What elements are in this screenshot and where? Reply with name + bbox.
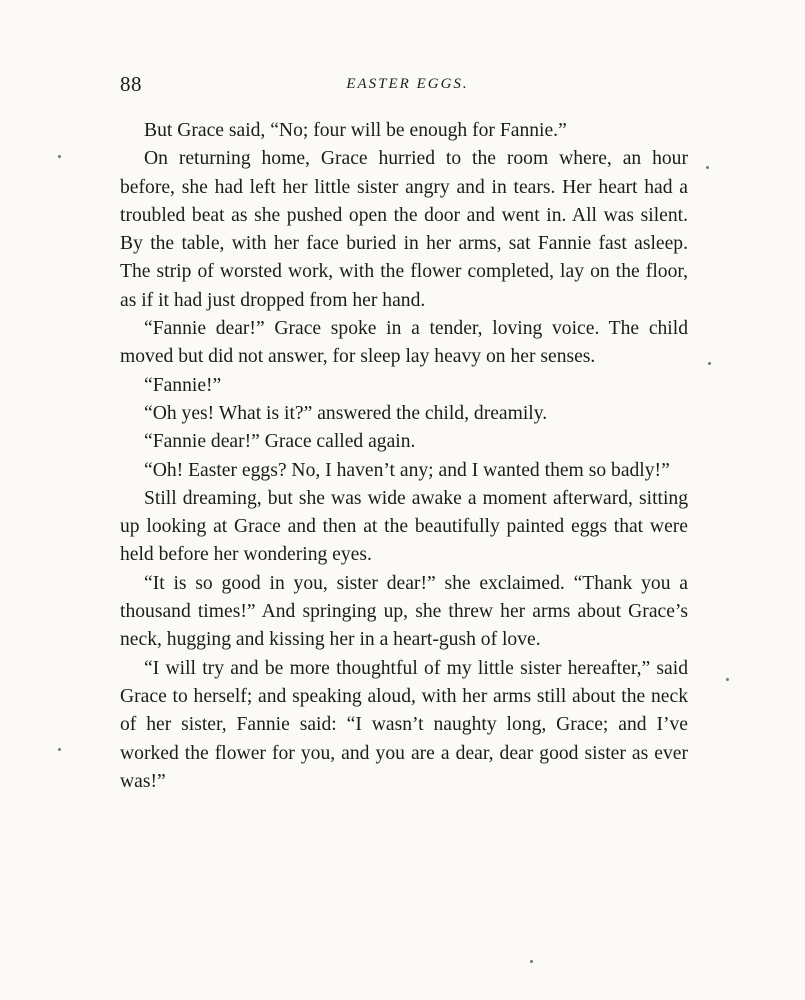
paragraph: “Fannie!” (144, 374, 222, 396)
paragraph: “It is so good in you, sister dear!” she exclaimed. “Thank you a thousand times!” And springing up, she threw her arms about Grace’s neck, hugging and kissing her in a heart-gush of love. (120, 572, 688, 651)
paper-speck (58, 748, 61, 751)
paragraph: “Fannie dear!” Grace spoke in a tender, loving voice. The child moved but did not answer, for sleep lay heavy on her senses. (120, 318, 688, 368)
paragraph: “Fannie dear!” Grace called again. (144, 431, 416, 453)
running-title: EASTER EGGS. (346, 76, 469, 92)
paragraph: But Grace said, “No; four will be enough for Fannie.” (144, 120, 567, 141)
paragraph: Still dreaming, but she was wide awake a moment afterward, sitting up looking at Grace and then at the beautifully painted eggs that were held before her wondering eyes. (120, 487, 688, 566)
paper-speck (706, 166, 709, 169)
paragraph: “I will try and be more thoughtful of my little sister hereafter,” said Grace to herself; and speaking aloud, with her arms still about the neck of her sister, Fannie said: “I wasn’t naughty long, Grace; and I’ve worked the flower for you, and you are a dear, dear good sister as ever was!” (120, 657, 688, 792)
body-text (120, 117, 688, 796)
paragraph: “Oh yes! What is it?” answered the child, dreamily. (144, 402, 548, 424)
page-number: 88 (120, 72, 142, 96)
paper-speck (708, 362, 711, 365)
paper-speck (58, 155, 61, 158)
paper-speck (530, 960, 533, 963)
paragraph: On returning home, Grace hurried to the room where, an hour before, she had left her little sister angry and in tears. Her heart had a troubled beat as she pushed open the door and went in. All was silent. By the table, with her face buried in her arms, sat Fannie fast asleep. The strip of worsted work, with the flower completed, lay on the floor, as if it had just dropped from her hand. (120, 148, 688, 311)
paragraph: “Oh! Easter eggs? No, I haven’t any; and I wanted them so badly!” (144, 459, 670, 481)
paper-speck (726, 678, 729, 681)
